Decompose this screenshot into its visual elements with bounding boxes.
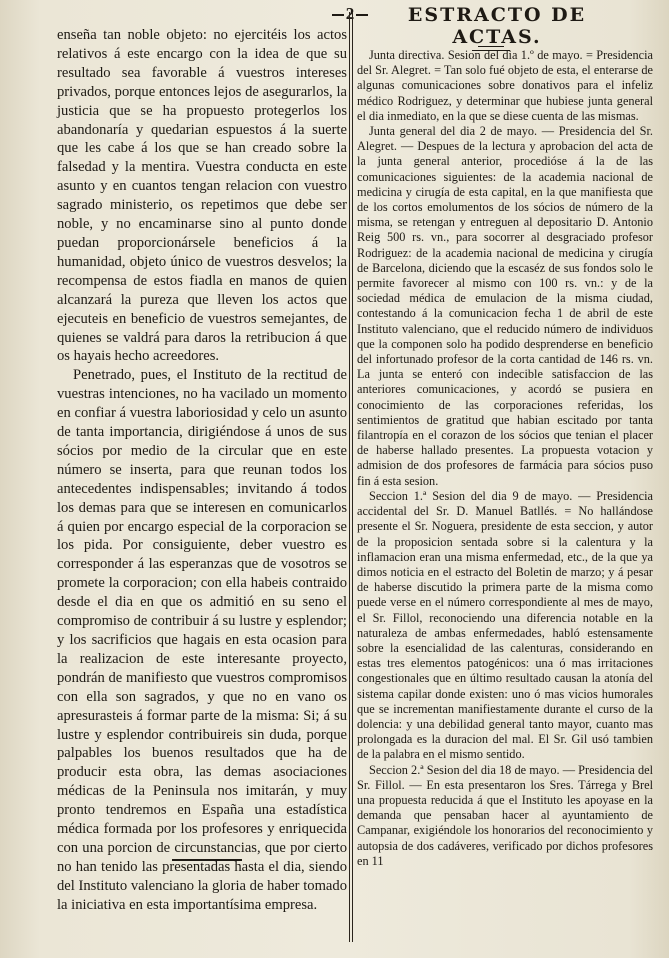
left-column	[57, 26, 347, 915]
left-paragraph-1: enseña tan noble objeto: no ejercitéis los actos relativos á este encargo con la idea de que su resultado sea favorable á vuestros intereses privados, porque entonces lejos de asegurarlos, la justicia que se ha propuesto protegerlos los abandonaría y quedarian espuestos á la suerte que les cabe á los que se han creado sobre la falsedad y la mentira. Vuestra conducta en este asunto y en cuantos tengan relacion con vuestro sagrado ministerio, os repetimos que debe ser noble, y no encaminarse sino al punto donde puedan proporcionársele beneficios á la humanidad, objeto único de vuestros desvelos; la recompensa de estos fiadla en manos de quien alcanzará la pureza que lleven los actos que ejecuteis en beneficio de vuestros semejantes, de quienes se valdrá para daros la retribucion á que os hayais hecho acreedores.	[57, 27, 347, 365]
page-header	[0, 2, 669, 48]
minutes-paragraph-3: Seccion 1.ª Sesion del dia 9 de mayo. — Presidencia accidental del Sr. D. Manuel Batllés. = No hallándose presente el Sr. Noguera, presidente de esta seccion, y autor de la proposicion sentada sobre si la calentura y la inflamacion eran una misma enfermedad, etc., de la que ya dimos noticia en el estracto del Boletin de marzo; y á pesar de haberse discutido la primera parte de la misma como puede verse en el número correspondiente al mes de mayo, el Sr. Fillol, reconociendo una diferencia notable en la naturaleza de ambas enfermedades, habló estensamente sobre la esencialidad de las calenturas, considerando en estas tres elementos patogénicos: una ó mas irritaciones congestionales que en último resultado causan la atonía del sistema capilar donde existen: uno ó mas vicios humorales que se incrementan manifiestamente durante el curso de la dolencia: y una debilidad general tanto mayor, cuanto mas prolongada es la duracion del mal. El Sr. Gil usó tambien de la palabra en el mismo sentido.	[357, 488, 653, 762]
left-paragraph-2: Penetrado, pues, el Instituto de la rectitud de vuestras intenciones, no ha vacilado un momento en confiar á vuestra laboriosidad y celo un asunto de tanta importancia, dirigiéndose á unos de sus sócios por medio de la circular que en este número se inserta, para que reunan todos los antecedentes indispensables; invitando á todos los demas para que se interesen en comunicarlos á quien por encargo especial de la corporacion se los pida. Por consiguiente, deber vuestro es corresponder á las esperanzas que de vosotros se promete la corporacion; con ella habeis contraido desde el dia en que os admitió en su seno el compromiso de contribuir á su lustre y esplendor; y los sacrificios que hagais en esta ocasion para la realizacion de este interesante proyecto, pondrán de manifiesto que vuestros compromisos con ella son sagrados, y que no en vano os apresurasteis á formar parte de la misma: Si; á su lustre y esplendor contribuireis sin duda, porque palpables los buenos resultados que ha de producir esta obra, las demas asociaciones médicas de la Peninsula nos imitarán, y muy pronto tendremos en España una estadística médica formada por los profesores y enriquecida con una porcion de circunstancias, que por cierto no han tenido las presentadas hasta el dia, siendo del Instituto valenciano la gloria de haber tomado la iniciativa en esta importantísima empresa.	[57, 367, 347, 913]
right-column	[357, 48, 653, 869]
title-ornament-rule	[478, 46, 504, 47]
minutes-paragraph-1: Junta directiva. Sesion del dia 1.º de mayo. = Presidencia del Sr. Alegret. = Tan solo fué objeto de esta, el enterarse de algunas comunicaciones sobre donativos para el infeliz médico Rodriguez, y determinar que hubiese junta general el dia inmediato, en la que se diese cuenta de las mismas.	[357, 48, 653, 123]
minutes-paragraph-2: Junta general del dia 2 de mayo. — Presidencia del Sr. Alegret. — Despues de la lectura y aprobacion del acta de la junta general anterior, procedióse á la de las comunicaciones siguientes: de la academia nacional de medicina y cirugía de esta capital, en la que manifiesta que de los cortos emolumentos de los sócios de número de la misma, se retengan y entreguen al depositario D. Antonio Reig 500 rs. vn., para socorrer al desgraciado profesor Rodriguez: de la academia nacional de medicina y cirugía de Barcelona, diciendo que la escaséz de sus fondos solo le permite favorecer al mismo con 100 rs. vn.: y de la sociedad médica de emulacion de la misma ciudad, contestando á la comunicacion fecha 1 de abril de este Instituto valenciano, que el reducido número de individuos que la componen solo ha podido desprenderse en beneficio del infortunado profesor de la corta cantidad de 146 rs. vn. La junta se enteró con indecible satisfaccion de las anteriores comunicaciones, y acordó se pusiera en conocimiento de las corporaciones referidas, los sentimientos de gratitud que habian escitado por tanta filantropía en el corazon de los sócios que tenian el placer de haberse hallado presentes. La propuesta votacion y admision de dos profesores de farmácia para sócios puso fin á esta sesion.	[357, 124, 653, 488]
minutes-paragraph-4: Seccion 2.ª Sesion del dia 18 de mayo. — Presidencia del Sr. Fillol. — En esta presentaron los Sres. Tárrega y Brel una propuesta reducida á que el Instituto les apoyase en la demanda que pensaban hacer al ayuntamiento de Campanar, exigiéndole los honorarios del reconocimiento y autopsia de dos cadáveres, verificado por dichos profesores en 11	[357, 762, 653, 868]
article-end-rule	[172, 859, 242, 861]
column-divider	[349, 12, 353, 942]
page-number: 2	[320, 4, 380, 24]
section-title: ESTRACTO DE ACTAS.	[407, 4, 587, 48]
